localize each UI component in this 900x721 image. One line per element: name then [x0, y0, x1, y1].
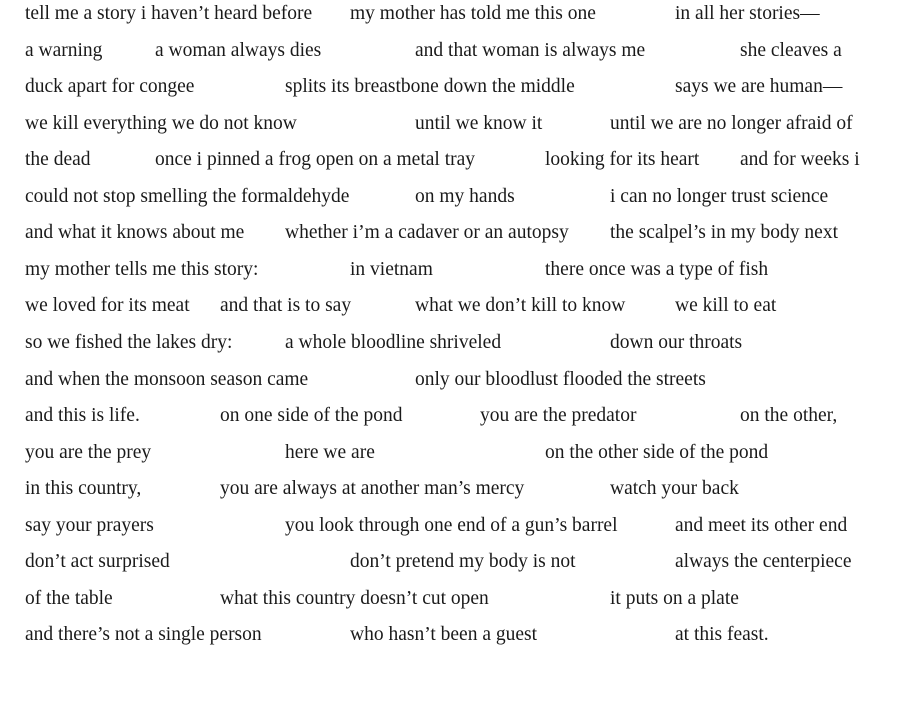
- poem-line: [0, 73, 900, 109]
- poem-phrase: and meet its other end: [675, 515, 848, 536]
- poem-phrase: and what it knows about me: [25, 222, 245, 243]
- poem-phrase: we kill to eat: [675, 295, 777, 316]
- poem-line: [0, 475, 900, 511]
- poem-phrase: on the other,: [740, 405, 838, 426]
- poem-phrase: and this is life.: [25, 405, 140, 426]
- poem-phrase: a warning: [25, 40, 103, 61]
- poem-line: [0, 110, 900, 146]
- poem-phrase: in this country,: [25, 478, 142, 499]
- poem-phrase: the scalpel’s in my body next: [610, 222, 839, 243]
- poem-line: [0, 366, 900, 402]
- poem-line: [0, 0, 900, 36]
- poem-phrase: who hasn’t been a guest: [350, 624, 538, 645]
- poem-line: [0, 219, 900, 255]
- poem-phrase: only our bloodlust flooded the streets: [415, 369, 706, 390]
- poem-line: [0, 37, 900, 73]
- poem-phrase: in vietnam: [350, 259, 433, 280]
- poem-phrase: on the other side of the pond: [545, 442, 769, 463]
- poem-line: [0, 146, 900, 182]
- poem-phrase: on my hands: [415, 186, 515, 207]
- poem-line: [0, 329, 900, 365]
- poem-phrase: in all her stories—: [675, 3, 820, 24]
- poem-phrase: say your prayers: [25, 515, 154, 536]
- poem-line: [0, 512, 900, 548]
- poem-phrase: duck apart for congee: [25, 76, 195, 97]
- poem-line: [0, 585, 900, 621]
- poem-phrase: my mother has told me this one: [350, 3, 596, 24]
- poem-phrase: what this country doesn’t cut open: [220, 588, 489, 609]
- poem-phrase: tell me a story i haven’t heard before: [25, 3, 313, 24]
- poem-phrase: says we are human—: [675, 76, 843, 97]
- poem-phrase: and that is to say: [220, 295, 352, 316]
- poem-phrase: it puts on a plate: [610, 588, 739, 609]
- poem-phrase: you are the predator: [480, 405, 637, 426]
- poem-phrase: don’t pretend my body is not: [350, 551, 576, 572]
- poem-phrase: until we know it: [415, 113, 543, 134]
- poem-phrase: what we don’t kill to know: [415, 295, 626, 316]
- poem-phrase: looking for its heart: [545, 149, 700, 170]
- poem-line: [0, 621, 900, 657]
- poem-phrase: until we are no longer afraid of: [610, 113, 853, 134]
- poem-phrase: we loved for its meat: [25, 295, 190, 316]
- poem-phrase: down our throats: [610, 332, 743, 353]
- poem-phrase: watch your back: [610, 478, 739, 499]
- poem-phrase: you look through one end of a gun’s barrel: [285, 515, 618, 536]
- poem-phrase: you are always at another man’s mercy: [220, 478, 525, 499]
- poem-phrase: splits its breastbone down the middle: [285, 76, 575, 97]
- poem-phrase: and there’s not a single person: [25, 624, 262, 645]
- poem-phrase: at this feast.: [675, 624, 769, 645]
- poem-line: [0, 292, 900, 328]
- poem-phrase: and when the monsoon season came: [25, 369, 309, 390]
- poem-phrase: the dead: [25, 149, 91, 170]
- poem-phrase: you are the prey: [25, 442, 152, 463]
- poem-phrase: a whole bloodline shriveled: [285, 332, 502, 353]
- poem-phrase: here we are: [285, 442, 375, 463]
- poem-line: [0, 402, 900, 438]
- poem-phrase: could not stop smelling the formaldehyde: [25, 186, 350, 207]
- poem-line: [0, 256, 900, 292]
- poem-phrase: always the centerpiece: [675, 551, 852, 572]
- poem-phrase: and that woman is always me: [415, 40, 646, 61]
- poem-phrase: she cleaves a: [740, 40, 842, 61]
- poem-phrase: don’t act surprised: [25, 551, 170, 572]
- poem-phrase: and for weeks i: [740, 149, 860, 170]
- poem-phrase: there once was a type of fish: [545, 259, 769, 280]
- poem-line: [0, 439, 900, 475]
- poem-phrase: so we fished the lakes dry:: [25, 332, 233, 353]
- poem-phrase: whether i’m a cadaver or an autopsy: [285, 222, 569, 243]
- poem-line: [0, 548, 900, 584]
- poem-phrase: a woman always dies: [155, 40, 322, 61]
- poem-phrase: we kill everything we do not know: [25, 113, 297, 134]
- poem-phrase: my mother tells me this story:: [25, 259, 259, 280]
- poem-phrase: once i pinned a frog open on a metal tray: [155, 149, 476, 170]
- poem-line: [0, 183, 900, 219]
- poem-phrase: on one side of the pond: [220, 405, 403, 426]
- poem-phrase: of the table: [25, 588, 113, 609]
- poem-phrase: i can no longer trust science: [610, 186, 829, 207]
